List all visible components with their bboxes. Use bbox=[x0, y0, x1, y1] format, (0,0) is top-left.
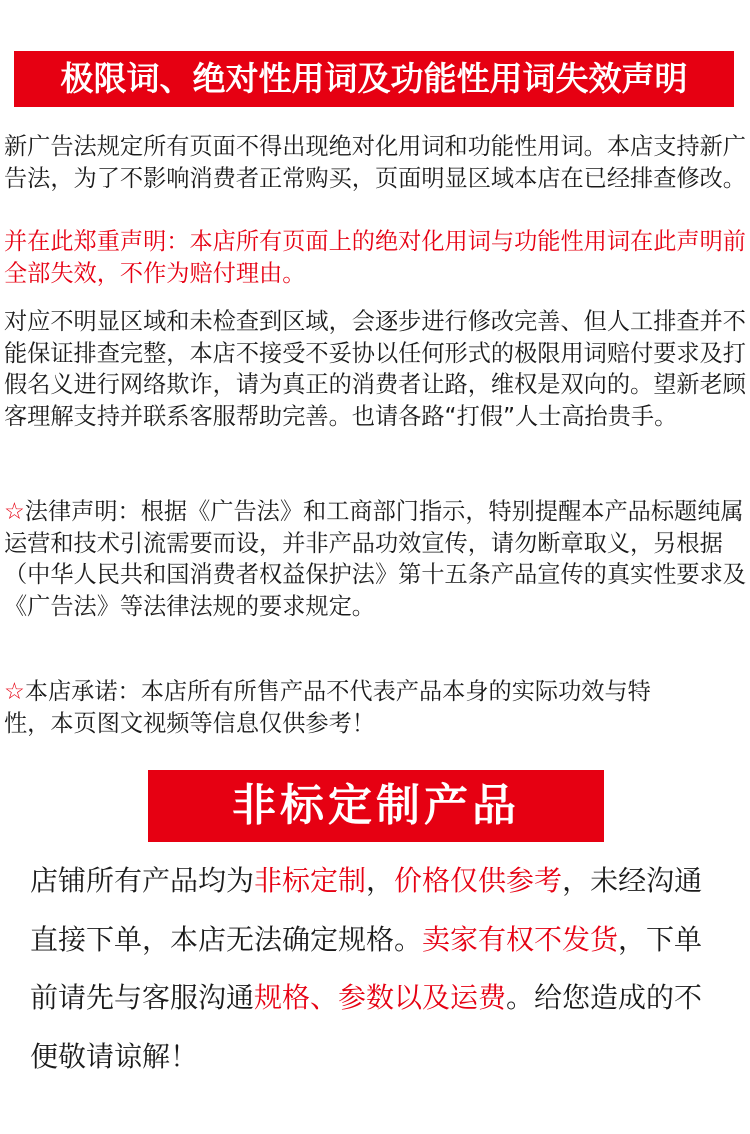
custom-product-notice bbox=[30, 852, 730, 1086]
notice-text-2: ， bbox=[366, 864, 395, 897]
notice-text-3: ，未经沟通直接下单，本店无法确定规格。 bbox=[30, 864, 703, 956]
notice-highlight-nonstandard: 非标定制 bbox=[254, 864, 367, 897]
custom-product-banner bbox=[148, 770, 604, 842]
disclaimer-paragraph-1: 新广告法规定所有页面不得出现绝对化用词和功能性用词。本店支持新广告法，为了不影响消费者正常购买，页面明显区域本店在已经排查修改。 bbox=[4, 133, 746, 192]
notice-highlight-seller-right: 卖家有权不发货 bbox=[422, 922, 619, 956]
notice-highlight-price: 价格仅供参考 bbox=[394, 864, 563, 897]
disclaimer-title: 极限词、绝对性用词及功能性用词失效声明 bbox=[60, 59, 688, 98]
notice-text-5: 。给您造成的不便敬请谅解！ bbox=[30, 981, 703, 1073]
notice-highlight-specs: 规格、参数以及运费 bbox=[254, 981, 507, 1014]
disclaimer-paragraph-3: 对应不明显区域和未检查到区域，会逐步进行修改完善、但人工排查并不能保证排查完整，本店不接受不妥协以任何形式的极限用词赔付要求及打假名义进行网络欺诈，请为真正的消费者让路，维权是双向的。望新老顾客理解支持并联系客服帮助完善。也请各路“打假”人士高抬贵手。 bbox=[4, 308, 746, 430]
disclaimer-title-banner bbox=[14, 51, 734, 107]
star-icon: ☆ bbox=[4, 678, 25, 705]
star-icon: ☆ bbox=[4, 498, 25, 525]
notice-text-1: 店铺所有产品均为 bbox=[30, 864, 255, 897]
store-promise-line-2: 性，本页图文视频等信息仅供参考！ bbox=[4, 709, 375, 737]
notice-text-4: ，下单前请先与客服沟通 bbox=[30, 922, 703, 1014]
custom-product-title: 非标定制产品 bbox=[232, 780, 520, 831]
legal-statement-text: 法律声明：根据《广告法》和工商部门指示，特别提醒本产品标题纯属运营和技术引流需要而设，并非产品功效宣传，请勿断章取义，另根据（中华人民共和国消费者权益保护法》第十五条产品宣传的真实性要求及《广告法》等法律法规的要求规定。 bbox=[4, 498, 746, 620]
store-promise-line-1: 本店承诺：本店所有所售产品不代表产品本身的实际功效与特 bbox=[24, 678, 651, 705]
legal-statement bbox=[4, 496, 750, 622]
store-promise bbox=[4, 676, 750, 739]
disclaimer-statement-red: 并在此郑重声明：本店所有页面上的绝对化用词与功能性用词在此声明前全部失效，不作为赔付理由。 bbox=[4, 228, 746, 287]
